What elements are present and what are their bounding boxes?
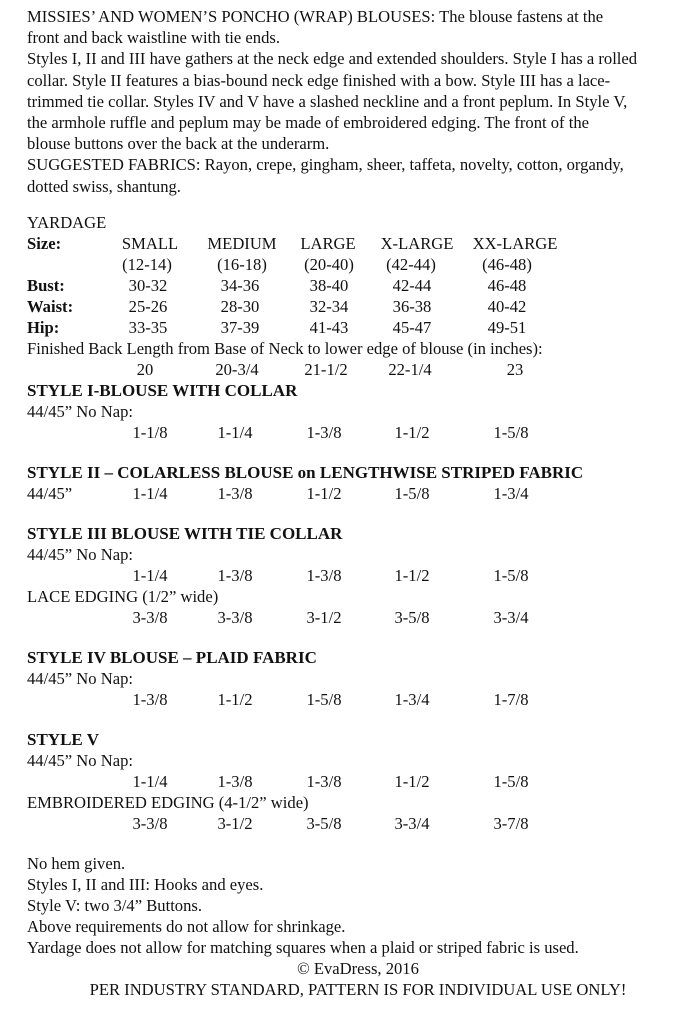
style-5-edging-label: EMBROIDERED EDGING (4-1/2” wide) xyxy=(27,793,309,812)
back-length-value: 23 xyxy=(506,360,524,379)
back-length-value: 20 xyxy=(136,360,154,379)
back-length-value: 22-1/4 xyxy=(388,360,432,379)
note-line: No hem given. xyxy=(27,854,126,873)
intro-line: MISSIES’ AND WOMEN’S PONCHO (WRAP) BLOUSES: The blouse fastens at the xyxy=(27,7,604,26)
style-2-value: 1-1/2 xyxy=(306,484,342,503)
bust-value: 38-40 xyxy=(309,276,349,295)
size-large: LARGE xyxy=(300,234,356,253)
size-xxlarge: XX-LARGE xyxy=(472,234,558,253)
size-range: (42-44) xyxy=(386,255,436,274)
style-1-value: 1-1/4 xyxy=(217,423,253,442)
style-1-fabric-label: 44/45” No Nap: xyxy=(27,402,133,421)
style-3-lace-value: 3-3/8 xyxy=(132,608,168,627)
style-4-value: 1-1/2 xyxy=(217,690,253,709)
style-4-value: 1-3/8 xyxy=(132,690,168,709)
style-5-value: 1-5/8 xyxy=(493,772,529,791)
style-1-value: 1-5/8 xyxy=(493,423,529,442)
style-3-value: 1-3/8 xyxy=(306,566,342,585)
style-3-value: 1-1/2 xyxy=(394,566,430,585)
disclaimer: PER INDUSTRY STANDARD, PATTERN IS FOR INDIVIDUAL USE ONLY! xyxy=(89,980,627,999)
style-3-fabric-label: 44/45” No Nap: xyxy=(27,545,133,564)
style-2-fabric-label: 44/45” xyxy=(27,484,73,503)
size-range: (12-14) xyxy=(122,255,172,274)
note-line: Above requirements do not allow for shrinkage. xyxy=(27,917,346,936)
style-5-value: 1-1/2 xyxy=(394,772,430,791)
bust-value: 30-32 xyxy=(128,276,168,295)
bust-label: Bust: xyxy=(27,276,65,295)
size-small: SMALL xyxy=(121,234,179,253)
style-5-edging-value: 3-1/2 xyxy=(217,814,253,833)
style-3-lace-value: 3-3/4 xyxy=(493,608,529,627)
intro-line: Styles I, II and III have gathers at the neck edge and extended shoulders. Style I has a rolled xyxy=(27,49,638,69)
style-3-value: 1-5/8 xyxy=(493,566,529,585)
style-5-edging-value: 3-5/8 xyxy=(306,814,342,833)
style-3-title: STYLE III BLOUSE WITH TIE COLLAR xyxy=(27,524,343,543)
hip-value: 45-47 xyxy=(392,318,432,337)
style-2-title: STYLE II – COLARLESS BLOUSE on LENGTHWISE STRIPED FABRIC xyxy=(27,463,584,482)
note-line: Style V: two 3/4” Buttons. xyxy=(27,896,203,915)
intro-paragraph xyxy=(27,6,697,197)
style-5-value: 1-3/8 xyxy=(217,772,253,791)
size-label: Size: xyxy=(27,234,62,253)
intro-line: trimmed tie collar. Styles IV and V have a slashed neckline and a front peplum. In Style V, xyxy=(27,91,628,111)
intro-line: dotted swiss, shantung. xyxy=(27,176,181,196)
style-4-title: STYLE IV BLOUSE – PLAID FABRIC xyxy=(27,648,317,667)
style-5-value: 1-1/4 xyxy=(132,772,168,791)
note-line: Styles I, II and III: Hooks and eyes. xyxy=(27,875,264,894)
waist-value: 32-34 xyxy=(309,297,349,316)
style-1-value: 1-1/8 xyxy=(132,423,168,442)
bust-value: 34-36 xyxy=(220,276,260,295)
hip-value: 41-43 xyxy=(309,318,349,337)
intro-line: SUGGESTED FABRICS: Rayon, crepe, gingham, sheer, taffeta, novelty, cotton, organdy, xyxy=(27,155,624,175)
waist-value: 36-38 xyxy=(392,297,432,316)
hip-label: Hip: xyxy=(27,318,60,337)
back-length-value: 20-3/4 xyxy=(215,360,259,379)
waist-value: 28-30 xyxy=(220,297,260,316)
style-2-value: 1-5/8 xyxy=(394,484,430,503)
hip-value: 49-51 xyxy=(487,318,527,337)
style-3-value: 1-3/8 xyxy=(217,566,253,585)
style-3-lace-label: LACE EDGING (1/2” wide) xyxy=(27,587,219,606)
style-2-value: 1-1/4 xyxy=(132,484,168,503)
style-5-edging-value: 3-3/8 xyxy=(132,814,168,833)
style-1-title: STYLE I-BLOUSE WITH COLLAR xyxy=(27,381,298,400)
intro-line: the armhole ruffle and peplum may be made of embroidered edging. The front of the xyxy=(27,113,589,133)
style-4-value: 1-7/8 xyxy=(493,690,529,709)
style-1-value: 1-3/8 xyxy=(306,423,342,442)
size-medium: MEDIUM xyxy=(207,234,277,253)
size-range: (46-48) xyxy=(482,255,532,274)
style-5-value: 1-3/8 xyxy=(306,772,342,791)
size-range: (20-40) xyxy=(304,255,354,274)
copyright: © EvaDress, 2016 xyxy=(297,959,419,978)
note-line: Yardage does not allow for matching squares when a plaid or striped fabric is used. xyxy=(27,938,579,957)
style-5-edging-value: 3-3/4 xyxy=(394,814,430,833)
style-3-lace-value: 3-3/8 xyxy=(217,608,253,627)
waist-value: 40-42 xyxy=(487,297,527,316)
style-1-value: 1-1/2 xyxy=(394,423,430,442)
style-2-value: 1-3/8 xyxy=(217,484,253,503)
hip-value: 33-35 xyxy=(128,318,168,337)
style-3-value: 1-1/4 xyxy=(132,566,168,585)
hip-value: 37-39 xyxy=(220,318,260,337)
bust-value: 42-44 xyxy=(392,276,432,295)
style-5-edging-value: 3-7/8 xyxy=(493,814,529,833)
size-xlarge: X-LARGE xyxy=(380,234,454,253)
waist-label: Waist: xyxy=(27,297,74,316)
back-length-value: 21-1/2 xyxy=(304,360,348,379)
style-3-lace-value: 3-5/8 xyxy=(394,608,430,627)
intro-line: blouse buttons over the back at the underarm. xyxy=(27,134,330,154)
style-4-value: 1-3/4 xyxy=(394,690,430,709)
intro-line: front and back waistline with tie ends. xyxy=(27,28,280,48)
yardage-heading: YARDAGE xyxy=(27,213,107,232)
bust-value: 46-48 xyxy=(487,276,527,295)
style-4-value: 1-5/8 xyxy=(306,690,342,709)
back-length-label: Finished Back Length from Base of Neck to lower edge of blouse (in inches): xyxy=(27,339,543,358)
intro-line: collar. Style II features a bias-bound neck edge finished with a bow. Style III has a lace- xyxy=(27,70,611,90)
size-range: (16-18) xyxy=(217,255,267,274)
style-4-fabric-label: 44/45” No Nap: xyxy=(27,669,133,688)
style-3-lace-value: 3-1/2 xyxy=(306,608,342,627)
style-5-fabric-label: 44/45” No Nap: xyxy=(27,751,133,770)
style-5-title: STYLE V xyxy=(27,730,99,749)
waist-value: 25-26 xyxy=(128,297,168,316)
style-2-value: 1-3/4 xyxy=(493,484,529,503)
